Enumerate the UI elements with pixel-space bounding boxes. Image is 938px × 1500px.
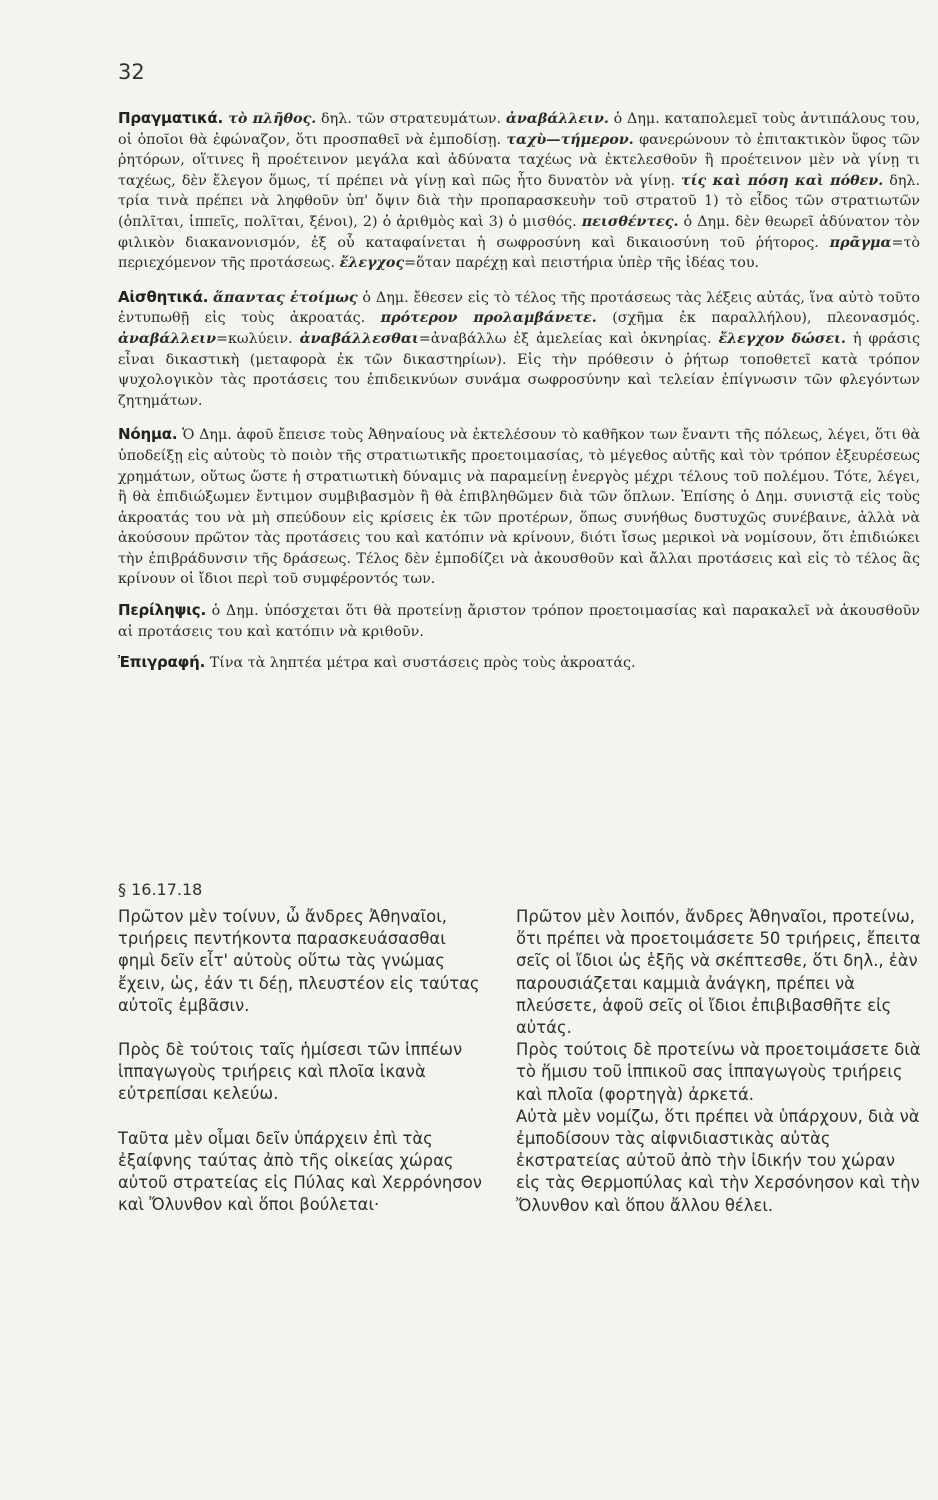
note-text: ὁ Δημ. καταπολεμεῖ τοὺς ἀντιπάλους του, οἱ ὁποῖοι θὰ ἐφώναζον, ὅτι προσπαθεῖ νὰ ἐμποδίσῃ. [118, 111, 921, 148]
note-paragraph [118, 652, 920, 674]
commentary-notes [118, 108, 920, 684]
note-term: ἅπαντας ἑτοίμως [213, 289, 358, 306]
note-text: Ὁ Δημ. ἀφοῦ ἔπεισε τοὺς Ἀθηναίους νὰ ἐκτελέσουν τὸ καθῆκον των ἔναντι τῆς πόλεως, λέγει, ὅτι θὰ ὑποδείξῃ εἰς αὐτοὺς τὸ ποιὸν τῆς στρατιωτικῆς προετοιμασίας, τὸ μέγεθος αὐτῆς καὶ τὸν τρόπον ἐξευρέσεως χρημάτων, οὕτως ὥστε ἡ στρατιωτικὴ δύναμις νὰ παραμείνῃ ἐνεργὸς μέχρι τέλους τοῦ πολέμου. Τότε, λέγει, ἢ θὰ ἐπιδιώξωμεν ἔντιμον συμβιβασμὸν ἢ θὰ ἐπιβληθῶμεν διὰ τῶν ὅπλων. Ἐπίσης ὁ Δημ. συνιστᾷ εἰς τοὺς ἀκροατάς του νὰ μὴ σπεύδουν εἰς κρίσεις ἐκ τῶν προτέρων, ὅπως συνήθως δυστυχῶς συνέβαινε, ἀλλὰ νὰ ἀκούσουν πρῶτον τὰς προτάσεις του καὶ κατόπιν νὰ κρίνουν, διότι ἴσως μερικοὶ νὰ νομίσουν, ὅτι ἐπιδιώκει τὴν ἐπιβράδυνσιν τῆς δράσεως. Τέλος δὲν ἐμποδίζει νὰ ἀκουσθοῦν καὶ ἄλλαι προτάσεις καὶ εἰς τὸ τέλος ἃς κρίνουν οἱ ἴδιοι περὶ τοῦ συμφέροντός των. [118, 427, 920, 588]
note-term: ἀναβάλλειν [118, 330, 216, 347]
page-number: 32 [118, 60, 145, 84]
note-text: =τὸ περιεχόμενον τῆς προτάσεως. [118, 234, 920, 272]
note-term: πεισθέντες. [581, 213, 679, 230]
note-text: ὁ Δημ. ὑπόσχεται ὅτι θὰ προτείνῃ ἄριστον τρόπον προετοιμασίας καὶ παρακαλεῖ νὰ ἀκουσθοῦν αἱ προτάσεις του καὶ κατόπιν νὰ κριθοῦν. [118, 603, 920, 640]
note-heading: Αἰσθητικά. [118, 287, 209, 306]
note-term: ἀναβάλλειν. [505, 111, 609, 127]
note-term: ταχὺ—τήμερον. [506, 131, 634, 148]
note-text: Τίνα τὰ ληπτέα μέτρα καὶ συστάσεις πρὸς τοὺς ἀκροατάς. [205, 655, 636, 672]
note-heading: Περίληψις. [118, 601, 207, 620]
note-text: ἡ φράσις εἶναι δικαστικὴ (μεταφορὰ ἐκ τῶν δικαστηρίων). Εἰς τὴν πρόθεσιν ὁ ῥήτωρ τοποθετεῖ κατὰ τρόπον ψυχολογικὸν τὰς προτάσεις του ἐπιδεικνύων συνάμα σωφροσύνην καὶ τελείαν ἐπίγνωσιν τῶν φλεγόντων ζητημάτων. [118, 330, 920, 409]
translation-paragraph: Αὐτὰ μὲν νομίζω, ὅτι πρέπει νὰ ὑπάρχουν, διὰ νὰ ἐμποδίσουν τὰς αἰφνιδιαστικὰς αὐτὰς ἐκστρατείας αὐτοῦ ἀπὸ τὴν ἰδικήν του χώραν εἰς τὰς Θερμοπύλας καὶ τὴν Χερσόνησον καὶ τὴν Ὄλυνθον καὶ ὅπου ἄλλου θέλει. [516, 1106, 920, 1215]
note-term: ἀναβάλλεσθαι [299, 330, 419, 347]
original-paragraph: Πρὸς δὲ τούτοις ταῖς ἡμίσεσι τῶν ἱππέων ἱππαγωγοὺς τριήρεις καὶ πλοῖα ἱκανὰ εὐτρεπίσαι κελεύω. [118, 1040, 463, 1104]
note-paragraph [118, 424, 920, 590]
note-term: τίς καὶ πόση καὶ πόθεν. [681, 172, 884, 189]
note-text: δηλ. τρία τινὰ πρέπει νὰ ληφθοῦν ὑπ' ὄψιν διὰ τὴν προπαρασκευὴν τοῦ στρατοῦ 1) τὸ εἶδος τῶν στρατιωτῶν (ὁπλῖται, ἱππεῖς, πολῖται, ξένοι), 2) ὁ ἀριθμὸς καὶ 3) ὁ μισθός. [118, 172, 920, 230]
note-heading: Νόημα. [118, 425, 178, 444]
note-text: =κωλύειν. [216, 330, 300, 347]
note-term: τὸ πλῆθος. [223, 111, 317, 127]
note-heading: Ἐπιγραφή. [118, 653, 206, 672]
note-text: ὁ Δημ. δὲν θεωρεῖ ἀδύνατον τὸν φιλικὸν διακανονισμόν, ἐξ οὗ καταφαίνεται ἡ σωφροσύνη καὶ δικαιοσύνη τοῦ ῥήτορος. [118, 213, 920, 251]
note-text: ὁ Δημ. ἔθεσεν εἰς τὸ τέλος τῆς προτάσεως τὰς λέξεις αὐτάς, ἵνα αὐτὸ τοῦτο ἐντυπωθῇ εἰς τοὺς ἀκροατάς. [118, 289, 920, 327]
note-text: =ὅταν παρέχῃ καὶ πειστήρια ὑπὲρ τῆς ἰδέας του. [404, 255, 760, 272]
note-term: ἔλεγχον δώσει. [718, 330, 846, 347]
note-text: δηλ. τῶν στρατευμάτων. [316, 111, 506, 127]
note-text: φανερώνουν τὸ ἐπιτακτικὸν ὕφος τῶν ῥητόρων, οἵτινες ἢ προέτεινον μεγάλα καὶ ἀδύνατα ταχέως νὰ ἐκτελεσθοῦν ἢ προέτεινον μὲν νὰ γίνῃ τι ταχέως, δὲν ἔλεγον ὅμως, τί πρέπει νὰ γίνῃ καὶ πῶς ἦτο δυνατὸν νὰ γίνῃ. [118, 131, 920, 189]
translation-column [516, 906, 922, 1217]
section-reference: § 16.17.18 [118, 880, 203, 899]
note-paragraph [118, 108, 920, 274]
note-term: πρᾶγμα [829, 234, 892, 251]
note-term: πρότερον προλαμβάνετε. [380, 310, 597, 327]
original-text-column [118, 906, 482, 1238]
original-paragraph: Πρῶτον μὲν τοίνυν, ὦ ἄνδρες Ἀθηναῖοι, τριήρεις πεντήκοντα παρασκευάσασθαι φημὶ δεῖν εἶτ' αὐτοὺς οὕτω τὰς γνώμας ἔχειν, ὡς, ἐάν τι δέῃ, πλευστέον εἰς ταύτας αὐτοῖς ἐμβᾶσιν. [118, 907, 480, 1015]
original-paragraph: Ταῦτα μὲν οἶμαι δεῖν ὑπάρχειν ἐπὶ τὰς ἐξαίφνης ταύτας ἀπὸ τῆς οἰκείας χώρας αὐτοῦ στρατείας εἰς Πύλας καὶ Χερρόνησον καὶ Ὄλυνθον καὶ ὅποι βούλεται· [118, 1128, 482, 1215]
translation-paragraph: Πρῶτον μὲν λοιπόν, ἄνδρες Ἀθηναῖοι, προτείνω, ὅτι πρέπει νὰ προετοιμάσετε 50 τριήρεις, ἔπειτα σεῖς οἱ ἴδιοι ὡς ἑξῆς νὰ σκέπτεσθε, ὅτι δηλ., ἐὰν παρουσιάζεται καμμιὰ ἀνάγκη, πρέπει νὰ πλεύσετε, ἀφοῦ σεῖς οἱ ἴδιοι ἐπιβιβασθῆτε εἰς αὐτάς. [516, 907, 921, 1038]
note-text: =ἀναβάλλω ἐξ ἀμελείας καὶ ὀκνηρίας. [418, 330, 719, 347]
note-term: ἔλεγχος [339, 255, 405, 272]
note-text: (σχῆμα ἐκ παραλλήλου), πλεονασμός. [596, 310, 921, 327]
note-paragraph [118, 287, 920, 412]
translation-paragraph: Πρὸς τούτοις δὲ προτείνω νὰ προετοιμάσετε διὰ τὸ ἥμισυ τοῦ ἱππικοῦ σας ἱππαγωγοὺς τριήρεις καὶ πλοῖα (φορτηγὰ) ἀρκετά. [516, 1040, 921, 1104]
note-paragraph [118, 600, 920, 642]
note-heading: Πραγματικά. [118, 109, 224, 127]
